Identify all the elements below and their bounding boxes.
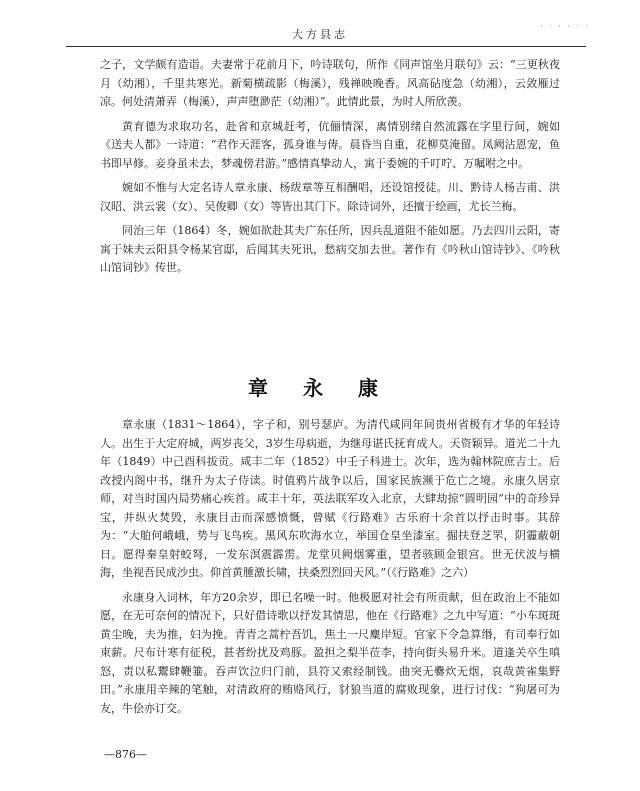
lower-text-block: [100, 416, 560, 724]
corner-marks: · · · · · ·: [540, 22, 590, 31]
paragraph-wanru-death: 同治三年（1864）冬，婉如欲赴其夫广东任所，因兵乱道阻不能如愿。乃去四川云阳，寄寓于妹夫云阳县令杨某官邸，后闻其夫死讯，愁病交加去世。著作有《吟秋山馆诗钞》、《吟秋山馆词钞》传世。: [100, 224, 560, 274]
paragraph-zhang-biography: 章永康（1831～1864），字子和，别号瑟庐。为清代咸同年间贵州省极有才华的年轻诗人。出生于大定府城，两岁丧父，3岁生母病逝，为继母谌氏抚育成人。天资颖异。道光二十九年（1849）中己酉科拔贡。咸丰二年（1852）中壬子科进士。次年，选为翰林院庶吉士。后改授内阁中书，继升为太子侍读。时值鸦片战争以后，国家民族濒于危亡之境。永康久居京师，对当时国内局势痛心疾首。咸丰十年，英法联军攻入北京，大肆劫掠“圆明园”中的奇珍异宝，并纵火焚毁，永康目击而深感愤慨，曾赋《行路难》古乐府十余首以抒击时事。其辞为：“大舶何峨峨，势与飞鸟疾。黑风东吹海水立，举国仓皇坐漆室。掘扶登芝罘，阴霾蔽朝日。愿得秦皇射蛟弩，一发东溟震霹雳。龙堂贝阙烟雾重，望者骇顾金银宫。世无伏波与横海，坐视吾民成沙虫。仰首黄腄激长啸，扶桑烈烈回天风。”（《行路难》之六）: [100, 418, 560, 579]
header-rule: [66, 46, 586, 47]
paragraph-continuation: 之子，文学颇有造诣。夫妻常于花前月下，吟诗联句，所作《同声馆坐月联句》云：“三更秋夜月（幼湘），千里共寒光。新菊横疏影（梅溪），残禅映晚香。风高砧度急（幼湘），云敛雁过凉。何处清萧弄（梅溪），声声堕渺茫（幼湘）”。此情此景，为时人所欣羡。: [100, 58, 560, 108]
upper-text-block: [100, 56, 560, 284]
running-header-title: 大方县志: [292, 28, 348, 41]
section-heading: 章 永 康: [248, 376, 392, 400]
paragraph-wanru-students: 婉如不惟与大定名诗人章永康、杨绂章等互相酬唱，还设馆授徒。川、黔诗人杨吉甫、洪汉昭、洪云裳（女）、吴俊卿（女）等皆出其门下。除诗词外，还擅于绘画，尤长兰梅。: [100, 181, 560, 213]
paragraph-zhang-poetry: 永康身入词林，年方20余岁，即已名噪一时。他极愿对社会有所贡献，但在政治上不能如愿，在无可奈何的情况下，只好借诗歌以抒发其情思，他在《行路难》之九中写道：“小车斑斑黄尘晚，夫为推，妇为挽。青青之蒿柠吾饥，焦土一尺麋岸短。官家下令急算缗，有司奉行如束薪。尺布计寒有征税，甚者纷扰及鸡豚。盈担之梨半莅李，持向街头易升米。道逢关卒生嗔怒，责以私鬻肆鞭箠。吞声饮泣归门前，县符又索经制钱。曲突无爨炊无烟，哀哉黄雀集野田。”永康用辛辣的笔触，对清政府的贿赂风行，豺狼当道的腐败现象，进行讨伐：“狗屠可为友，牛侩亦订交。: [100, 590, 560, 715]
paragraph-huang-yude: 黄育德为求取功名，赴省和京城赶考，伉俪情深，离情别绪自然流露在字里行间，婉如《送夫人都》一诗道：“君作天涯客，孤身谁与俦。晨昏当自重，花柳莫淹留。凤阙沾恩宠，鱼书即早修。妾身虽未去，梦魂傍君游。”感情真挚动人，寓于委婉的千叮咛、万嘱咐之中。: [100, 119, 560, 170]
page-number: —876—: [104, 748, 147, 761]
